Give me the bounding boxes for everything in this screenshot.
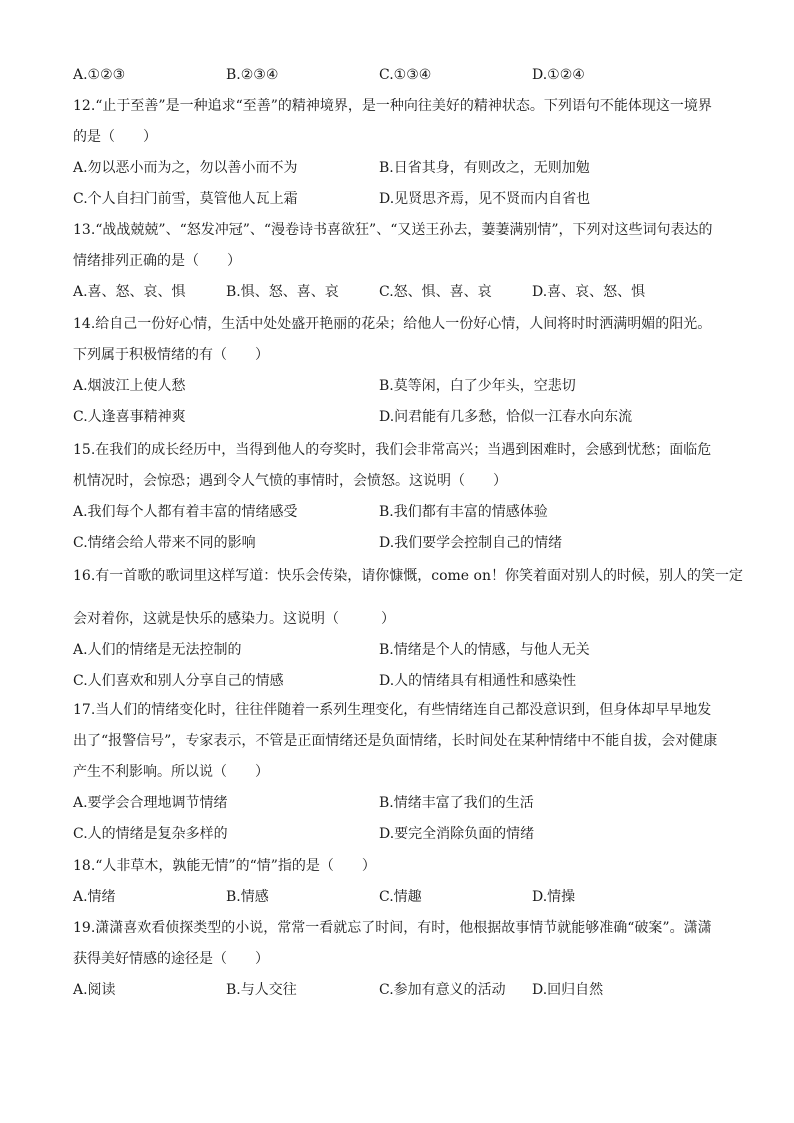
q18-stem: 18.“人非草木，孰能无情”的“情”指的是（ ） bbox=[73, 858, 376, 874]
q15-options bbox=[73, 497, 725, 559]
q19-option-c[interactable]: C.参加有意义的活动 bbox=[379, 982, 506, 998]
q15-option-c[interactable]: C.情绪会给人带来不同的影响 bbox=[73, 535, 256, 551]
question-11 bbox=[73, 60, 725, 91]
question-14 bbox=[73, 309, 725, 433]
q17-option-d[interactable]: D.要完全消除负面的情绪 bbox=[379, 826, 535, 842]
q13-option-d[interactable]: D.喜、哀、怒、惧 bbox=[532, 284, 646, 300]
q15-option-d[interactable]: D.我们要学会控制自己的情绪 bbox=[379, 535, 563, 551]
question-12 bbox=[73, 91, 725, 215]
question-17 bbox=[73, 695, 725, 850]
q16-stem-line-2: 会对着你，这就是快乐的感染力。这说明（ ） bbox=[73, 611, 395, 627]
q11-option-c[interactable]: C.①③④ bbox=[379, 67, 432, 83]
q14-option-a[interactable]: A.烟波江上使人愁 bbox=[73, 378, 186, 394]
q11-option-a[interactable]: A.①②③ bbox=[73, 67, 126, 83]
q13-stem: 13.“战战兢兢”、“怒发冲冠”、“漫卷诗书喜欲狂”、“又送王孙去，萋萋满别情”，下列对这些词句表达的情绪排列正确的是（ ） bbox=[73, 222, 713, 269]
q14-stem: 14.给自己一份好心情，生活中处处盛开艳丽的花朵；给他人一份好心情，人间将时时洒满明媚的阳光。下列属于积极情绪的有（ ） bbox=[73, 316, 712, 363]
q12-option-a[interactable]: A.勿以恶小而为之，勿以善小而不为 bbox=[73, 160, 298, 176]
q17-option-c[interactable]: C.人的情绪是复杂多样的 bbox=[73, 826, 228, 842]
q12-option-b[interactable]: B.日省其身，有则改之，无则加勉 bbox=[379, 160, 590, 176]
q16-options bbox=[73, 635, 725, 697]
q14-option-c[interactable]: C.人逢喜事精神爽 bbox=[73, 409, 186, 425]
q16-option-a[interactable]: A.人们的情绪是无法控制的 bbox=[73, 642, 242, 658]
q16-option-c[interactable]: C.人们喜欢和别人分享自己的情感 bbox=[73, 673, 284, 689]
q17-options bbox=[73, 788, 725, 850]
q18-option-c[interactable]: C.情趣 bbox=[379, 889, 422, 905]
q13-option-b[interactable]: B.惧、怒、喜、哀 bbox=[226, 284, 339, 300]
q12-stem: 12.“止于至善”是一种追求“至善”的精神境界，是一种向往美好的精神状态。下列语句不能体现这一境界的是（ ） bbox=[73, 98, 712, 145]
q19-option-a[interactable]: A.阅读 bbox=[73, 982, 116, 998]
q17-stem: 17.当人们的情绪变化时，往往伴随着一系列生理变化，有些情绪连自己都没意识到，但身体却早早地发出了“报警信号”，专家表示，不管是正面情绪还是负面情绪，长时间处在某种情绪中不能自拔，会对健康产生不利影响。所以说（ ） bbox=[73, 702, 718, 780]
q12-option-c[interactable]: C.个人自扫门前雪，莫管他人瓦上霜 bbox=[73, 191, 298, 207]
question-18 bbox=[73, 851, 725, 913]
q11-options bbox=[73, 60, 725, 91]
q19-options bbox=[73, 975, 725, 1006]
q11-option-d[interactable]: D.①②④ bbox=[532, 67, 585, 83]
q19-option-b[interactable]: B.与人交往 bbox=[226, 982, 297, 998]
q11-option-b[interactable]: B.②③④ bbox=[226, 67, 279, 83]
q13-options bbox=[73, 277, 725, 308]
q18-option-a[interactable]: A.情绪 bbox=[73, 889, 116, 905]
q13-option-c[interactable]: C.怒、惧、喜、哀 bbox=[379, 284, 492, 300]
q12-option-d[interactable]: D.见贤思齐焉，见不贤而内自省也 bbox=[379, 191, 591, 207]
q15-option-a[interactable]: A.我们每个人都有着丰富的情绪感受 bbox=[73, 504, 298, 520]
q19-stem: 19.潇潇喜欢看侦探类型的小说，常常一看就忘了时间，有时，他根据故事情节就能够准确“破案”。潇潇获得美好情感的途径是（ ） bbox=[73, 920, 712, 967]
q17-option-b[interactable]: B.情绪丰富了我们的生活 bbox=[379, 795, 534, 811]
q14-option-b[interactable]: B.莫等闲，白了少年头，空悲切 bbox=[379, 378, 576, 394]
q14-option-d[interactable]: D.问君能有几多愁，恰似一江春水向东流 bbox=[379, 409, 633, 425]
q13-option-a[interactable]: A.喜、怒、哀、惧 bbox=[73, 284, 186, 300]
question-13 bbox=[73, 215, 725, 308]
q18-option-b[interactable]: B.情感 bbox=[226, 889, 269, 905]
q12-options bbox=[73, 153, 725, 215]
q19-option-d[interactable]: D.回归自然 bbox=[532, 982, 604, 998]
q16-option-b[interactable]: B.情绪是个人的情感，与他人无关 bbox=[379, 642, 590, 658]
q14-options bbox=[73, 371, 725, 433]
q15-stem: 15.在我们的成长经历中，当得到他人的夸奖时，我们会非常高兴；当遇到困难时，会感到忧愁；面临危机情况时，会惊恐；遇到令人气愤的事情时，会愤怒。这说明（ ） bbox=[73, 442, 712, 489]
q16-stem-line-1: 16.有一首歌的歌词里这样写道：快乐会传染，请你慷慨，come on！你笑着面对别人的时候，别人的笑一定 bbox=[73, 568, 743, 584]
question-15 bbox=[73, 435, 725, 559]
q18-option-d[interactable]: D.情操 bbox=[532, 889, 576, 905]
question-19 bbox=[73, 913, 725, 1006]
q16-option-d[interactable]: D.人的情绪具有相通性和感染性 bbox=[379, 673, 577, 689]
q18-options bbox=[73, 882, 725, 913]
question-16 bbox=[73, 561, 743, 697]
q15-option-b[interactable]: B.我们都有丰富的情感体验 bbox=[379, 504, 548, 520]
q17-option-a[interactable]: A.要学会合理地调节情绪 bbox=[73, 795, 228, 811]
